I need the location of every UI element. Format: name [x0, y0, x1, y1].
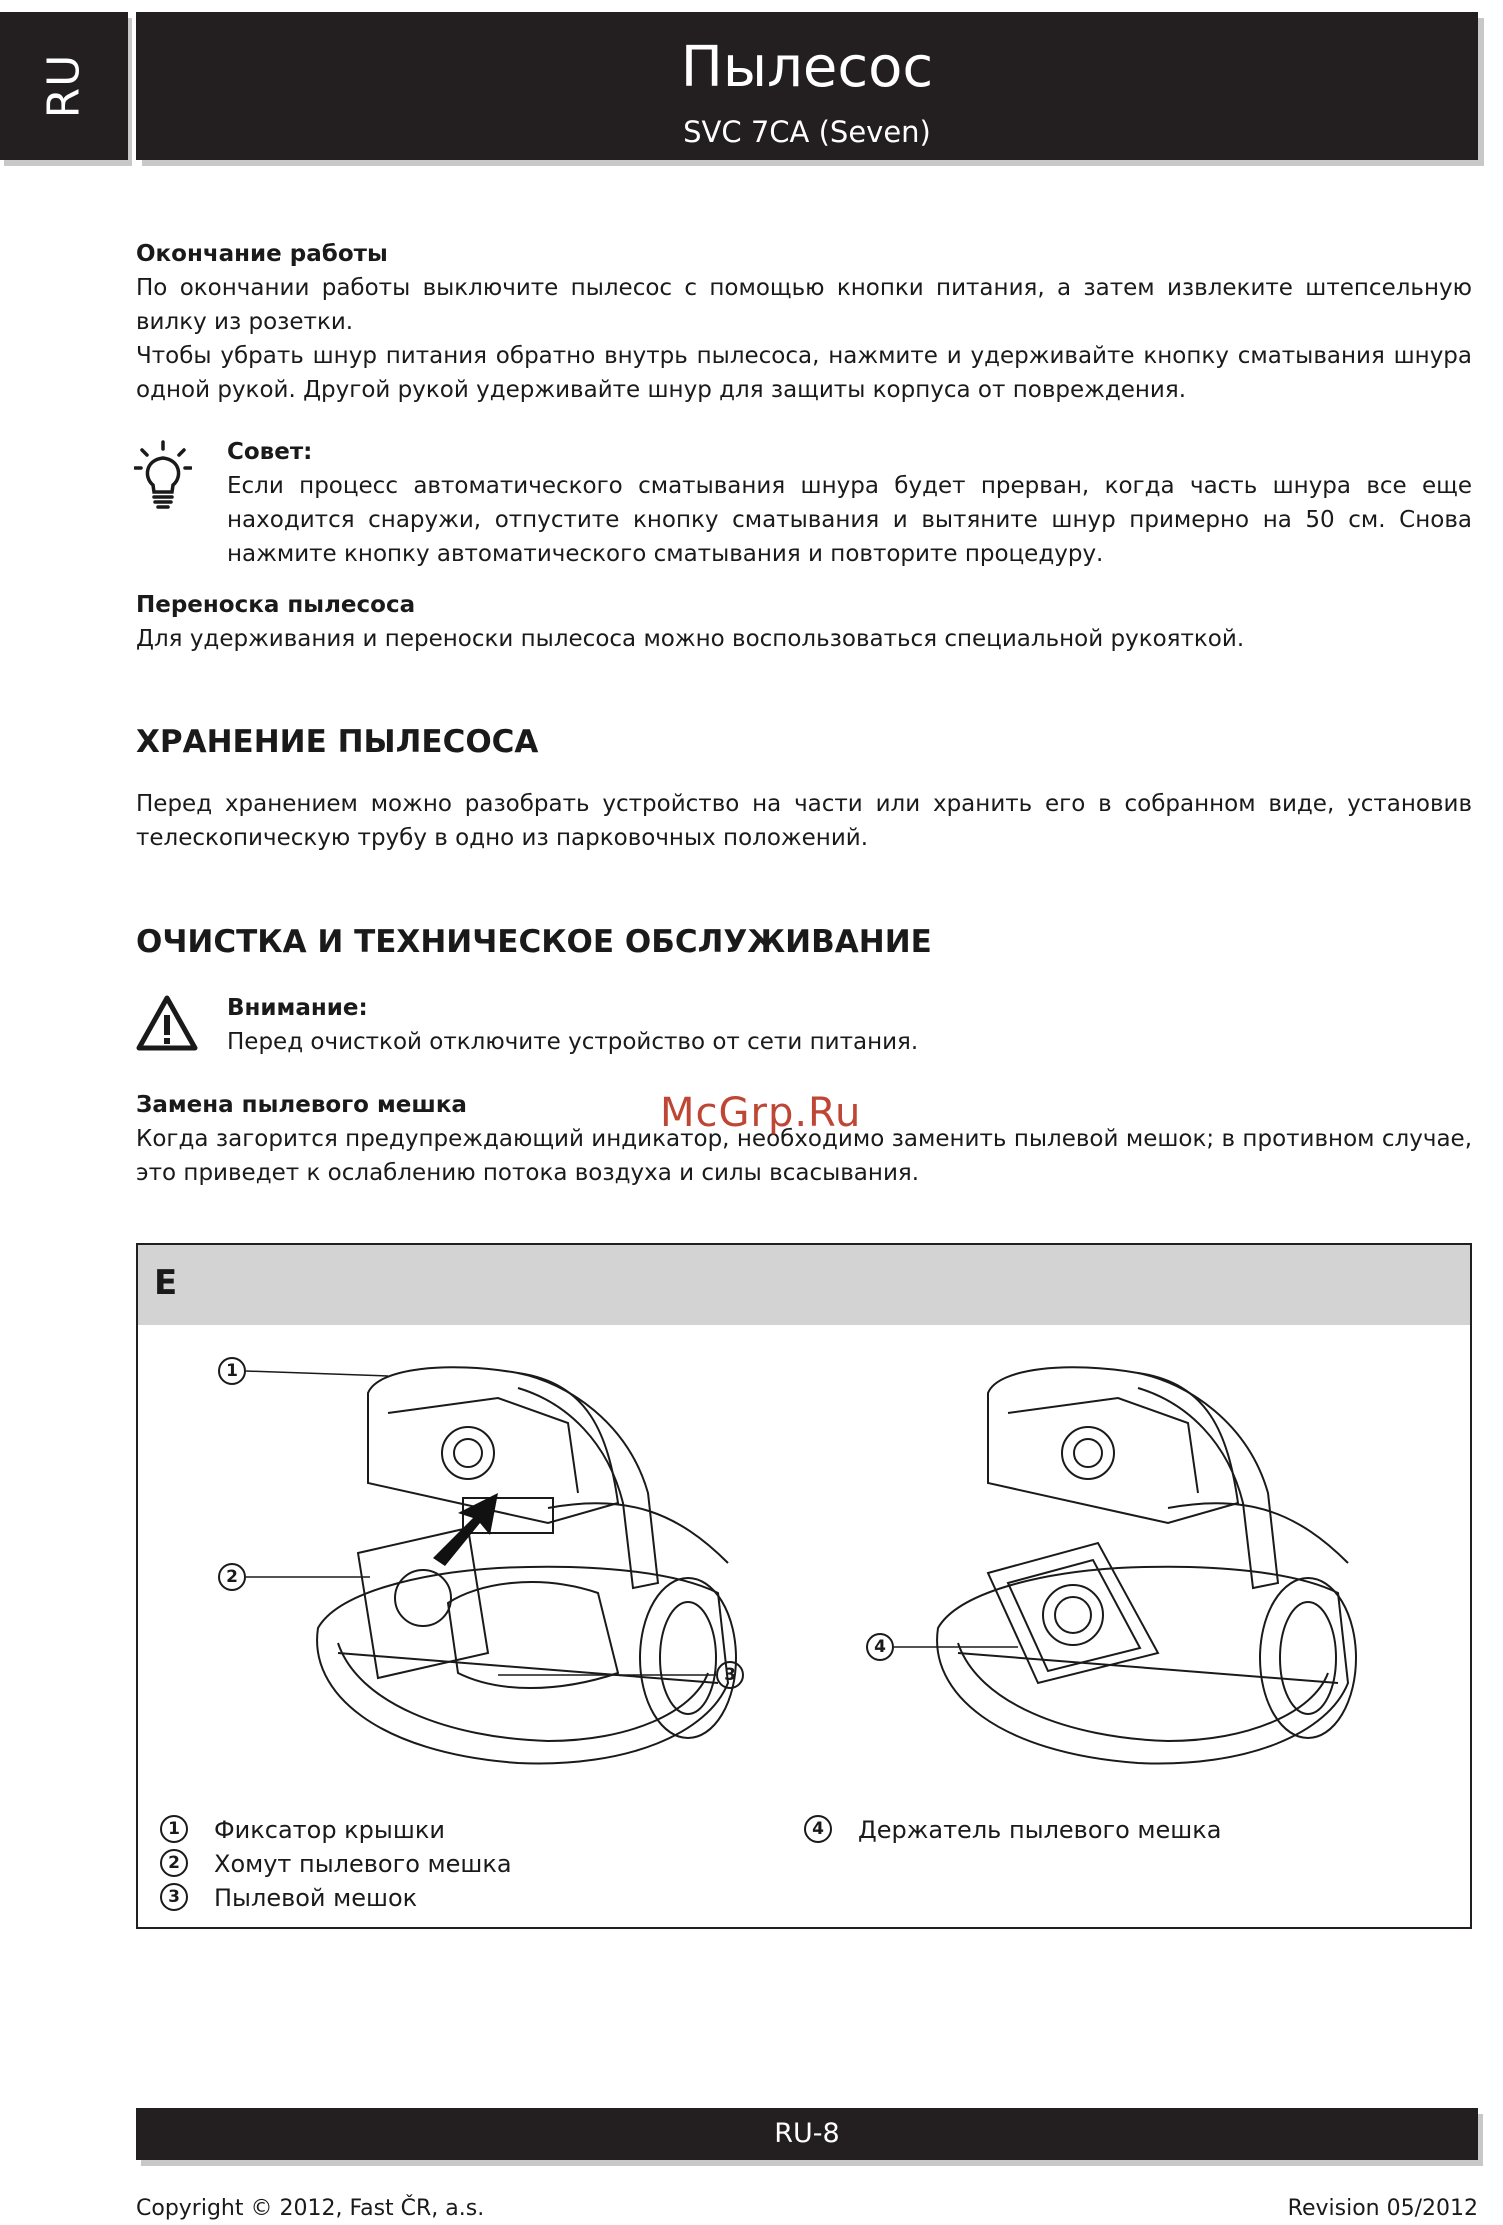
page-subtitle: SVC 7CA (Seven)	[683, 115, 931, 149]
tip-text: Если процесс автоматического сматывания шнура будет прерван, когда часть шнура все еще находится снаружи, отпустите кнопку сматывания и вытяните шнур примерно на 50 см. Снова нажмите кнопку автоматического сматывания и повторите процедуру.	[227, 473, 1472, 567]
warning-heading: Внимание:	[227, 995, 368, 1021]
legend-item	[804, 1813, 1221, 1847]
legend-number: 3	[160, 1883, 188, 1911]
figure-e	[136, 1243, 1472, 1929]
page-title: Пылесос	[680, 35, 934, 100]
callout-1: 1	[218, 1357, 246, 1385]
legend-text: Пылевой мешок	[214, 1884, 418, 1912]
language-tab	[0, 12, 128, 160]
warning-block	[227, 991, 1472, 1059]
finish-heading: Окончание работы	[136, 241, 388, 267]
legend-text: Хомут пылевого мешка	[214, 1850, 512, 1878]
tip-heading: Совет:	[227, 439, 313, 465]
figure-label: E	[154, 1263, 178, 1303]
revision: Revision 05/2012	[1287, 2196, 1478, 2221]
legend-text: Держатель пылевого мешка	[858, 1816, 1222, 1844]
legend-number: 4	[804, 1815, 832, 1843]
callout-2: 2	[218, 1563, 246, 1591]
carry-heading: Переноска пылесоса	[136, 592, 416, 618]
legend-number: 1	[160, 1815, 188, 1843]
page-number: RU-8	[774, 2118, 840, 2149]
storage-text: Перед хранением можно разобрать устройство на части или хранить его в собранном виде, установив телескопическую трубу в одно из парковочных положений.	[136, 791, 1472, 851]
carry-text: Для удерживания и переноски пылесоса можно воспользоваться специальной рукояткой.	[136, 626, 1245, 652]
legend-item	[160, 1847, 512, 1881]
legend-item	[160, 1881, 417, 1915]
page-number-bar	[136, 2108, 1478, 2160]
warning-text: Перед очисткой отключите устройство от сети питания.	[227, 1029, 919, 1055]
page-header	[136, 12, 1478, 160]
callout-4: 4	[866, 1633, 894, 1661]
finish-paragraph-1: По окончании работы выключите пылесос с помощью кнопки питания, а затем извлеките штепсельную вилку из розетки.	[136, 275, 1472, 335]
watermark: McGrp.Ru	[660, 1090, 862, 1136]
finish-paragraph-2: Чтобы убрать шнур питания обратно внутрь пылесоса, нажмите и удерживайте кнопку сматывания шнура одной рукой. Другой рукой удерживайте шнур для защиты корпуса от повреждения.	[136, 343, 1472, 403]
bag-text: Когда загорится предупреждающий индикатор, необходимо заменить пылевой мешок; в противном случае, это приведет к ослаблению потока воздуха и силы всасывания.	[136, 1126, 1472, 1186]
legend-text: Фиксатор крышки	[214, 1816, 445, 1844]
legend-number: 2	[160, 1849, 188, 1877]
storage-heading: ХРАНЕНИЕ ПЫЛЕСОСА	[136, 724, 539, 760]
language-label: RU	[38, 53, 90, 119]
copyright: Copyright © 2012, Fast ČR, a.s.	[136, 2196, 485, 2221]
cleaning-heading: ОЧИСТКА И ТЕХНИЧЕСКОЕ ОБСЛУЖИВАНИЕ	[136, 924, 932, 960]
warning-icon	[135, 994, 199, 1052]
finish-section	[136, 237, 1472, 407]
legend-item	[160, 1813, 445, 1847]
lightbulb-icon	[134, 440, 192, 512]
storage-section	[136, 787, 1472, 855]
bag-heading: Замена пылевого мешка	[136, 1092, 467, 1118]
callout-3: 3	[716, 1661, 744, 1689]
carry-section	[136, 588, 1472, 656]
tip-block	[227, 435, 1472, 571]
